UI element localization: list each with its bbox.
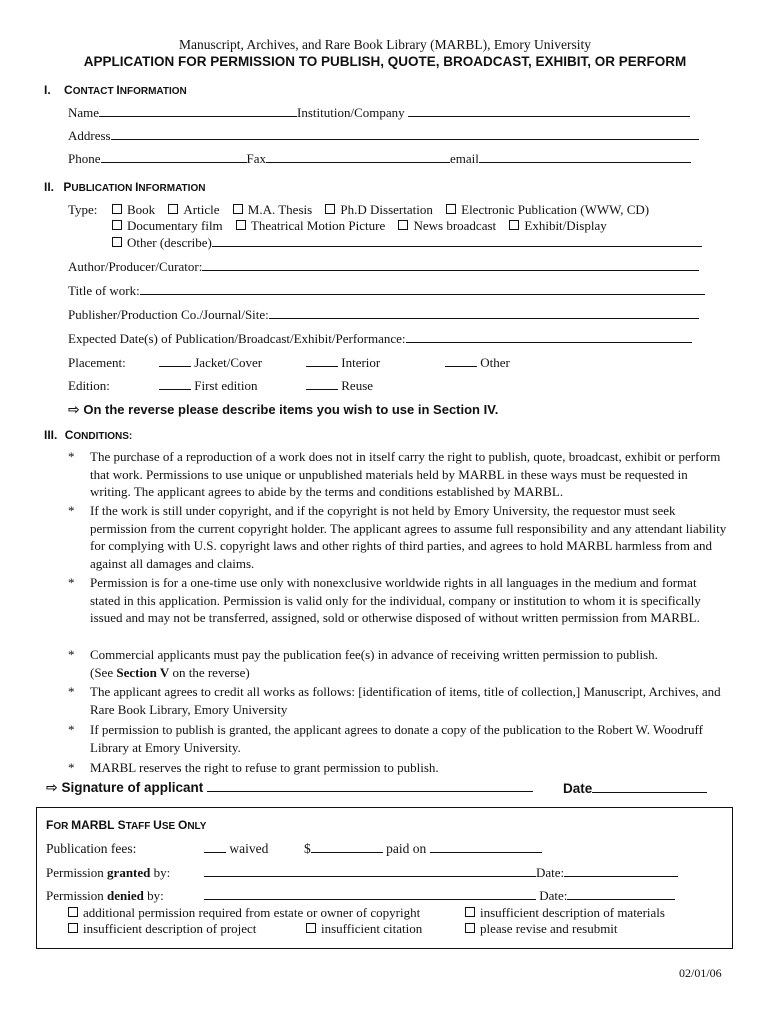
signature-label: Signature of applicant (61, 780, 204, 795)
reason-revise-resubmit[interactable] (465, 921, 618, 937)
heading-cap: P (63, 180, 72, 194)
checkbox[interactable] (168, 204, 178, 214)
section-ii-heading (44, 180, 205, 194)
type-option-phd[interactable] (325, 202, 432, 217)
placement-interior (306, 355, 380, 371)
address-row (68, 128, 699, 144)
heading-smallcaps: NFORMATION (138, 183, 206, 194)
checkbox[interactable] (306, 923, 316, 933)
staff-heading (46, 818, 206, 832)
denied-suffix: by: (143, 888, 164, 903)
edition-reuse-field[interactable] (306, 378, 338, 390)
option-label: Ph.D Dissertation (340, 202, 433, 217)
placement-label: Placement: (68, 355, 126, 370)
denied-label (46, 888, 164, 904)
checkbox[interactable] (398, 220, 408, 230)
heading-cap: F (46, 818, 54, 832)
form-date: 02/01/06 (679, 966, 722, 980)
fee-amount-field[interactable] (311, 841, 383, 853)
heading-cap: C (64, 83, 73, 97)
publisher-field[interactable] (269, 307, 699, 319)
placement-other (445, 355, 510, 371)
heading-smallcaps: ONDITIONS: (73, 431, 133, 442)
paid-on-field[interactable] (430, 841, 542, 853)
checkbox[interactable] (233, 204, 243, 214)
see-prefix: (See (90, 664, 117, 680)
reason-label: insufficient citation (321, 921, 423, 936)
see-section-v: Section V (116, 664, 170, 680)
option-label: Reuse (341, 378, 374, 393)
condition-text: Permission is for a one-time use only with nonexclusive worldwide rights in all languages in the medium and format stated in this application. Permission is valid only for the individual, company or institution to whom it is specifically issued and may not be transferred, assigned, sold or otherwise disposed of without written permission from MARBL. (90, 575, 701, 625)
fees-amount (304, 841, 542, 857)
option-label: M.A. Thesis (247, 202, 313, 217)
option-label: Other (480, 355, 510, 370)
publisher-label: Publisher/Production Co./Journal/Site: (68, 307, 269, 322)
type-option-exhibit[interactable] (509, 218, 606, 233)
checkbox[interactable] (465, 907, 475, 917)
type-option-documentary[interactable] (112, 218, 223, 233)
checkbox[interactable] (236, 220, 246, 230)
fees-waived (204, 841, 268, 857)
heading-smallcaps: TAFF (125, 821, 154, 832)
signature-row (46, 780, 533, 796)
signature-date-label: Date (563, 781, 593, 796)
name-row (68, 105, 690, 121)
condition-text-main: Commercial applicants must pay the publication fee(s) in advance of receiving written permission to publish. (90, 647, 658, 662)
option-label: Other (describe) (127, 235, 212, 250)
heading-cap: I (135, 180, 139, 194)
option-label: Article (183, 202, 220, 217)
phone-field[interactable] (101, 151, 247, 163)
granted-date-label: Date: (536, 865, 565, 880)
type-option-news[interactable] (398, 218, 496, 233)
granted-row (204, 865, 678, 881)
denied-prefix: Permission (46, 888, 108, 903)
bullet-star: * (68, 684, 75, 699)
signature-date-row (563, 781, 707, 796)
placement-jacket-field[interactable] (159, 355, 191, 367)
type-option-ma-thesis[interactable] (233, 202, 312, 217)
heading-cap: MARBL S (71, 818, 126, 832)
granted-label (46, 865, 170, 881)
checkbox[interactable] (465, 923, 475, 933)
option-label: Interior (341, 355, 381, 370)
heading-smallcaps: ONTACT (72, 86, 117, 97)
phone-label: Phone (68, 151, 101, 166)
checkbox[interactable] (112, 204, 122, 214)
bullet-star: * (68, 760, 75, 775)
reason-label: insufficient description of project (83, 921, 257, 936)
institution-field[interactable] (408, 105, 690, 117)
placement-interior-field[interactable] (306, 355, 338, 367)
heading-smallcaps: SE (161, 821, 178, 832)
granted-prefix: Permission (46, 865, 108, 880)
condition-text: If the work is still under copyright, and if the copyright is not held by Emory University, the requestor must seek permission from the current copyright holder. The applicant agrees to assume full responsibility and any attendant liability for complying with U.S. copyright laws and other rights of third parties, and agrees to hold MARBL harmless from and against all damages and claims. (90, 503, 727, 571)
institution-label: Institution/Company (297, 105, 405, 120)
bullet-star: * (68, 449, 75, 464)
placement-jacket (159, 355, 262, 371)
heading-smallcaps: NFORMATION (119, 86, 187, 97)
bullet-star: * (68, 503, 75, 518)
checkbox[interactable] (68, 907, 78, 917)
heading-smallcaps: NLY (187, 821, 207, 832)
fax-label: Fax (246, 151, 266, 166)
option-label: Jacket/Cover (194, 355, 263, 370)
type-option-theatrical[interactable] (236, 218, 385, 233)
checkbox[interactable] (112, 220, 122, 230)
type-option-electronic[interactable] (446, 202, 649, 217)
type-label: Type: (68, 202, 98, 217)
type-option-book[interactable] (112, 202, 155, 217)
address-label: Address (68, 128, 111, 143)
waived-field[interactable] (204, 841, 226, 853)
heading-smallcaps: OR (53, 821, 72, 832)
reason-label: insufficient description of materials (480, 905, 665, 920)
other-describe-field[interactable] (212, 235, 702, 247)
publisher-row (68, 307, 699, 323)
fax-field[interactable] (266, 151, 450, 163)
type-row-2 (112, 218, 607, 234)
section-i-heading (44, 83, 187, 97)
condition-text: If permission to publish is granted, the applicant agrees to donate a copy of the publication to the Robert W. Woodruff Library at Emory University. (90, 722, 703, 755)
checkbox[interactable] (112, 237, 122, 247)
waived-label: waived (229, 841, 269, 856)
heading-cap: O (177, 818, 188, 832)
form-title: APPLICATION FOR PERMISSION TO PUBLISH, QUOTE, BROADCAST, EXHIBIT, OR PERFORM (83, 54, 687, 69)
option-label: News broadcast (413, 218, 497, 233)
email-label: email (450, 151, 479, 166)
condition-text: The applicant agrees to credit all works as follows: [identification of items, title of collection,] Manuscript, Archives, and Rare Book Library, Emory University (90, 684, 721, 717)
arrow-right-icon: ⇨ (68, 402, 80, 418)
heading-smallcaps: UBLICATION (71, 183, 136, 194)
reason-label: please revise and resubmit (480, 921, 618, 936)
type-option-article[interactable] (168, 202, 219, 217)
checkbox[interactable] (325, 204, 335, 214)
option-label: Theatrical Motion Picture (250, 218, 386, 233)
reason-insufficient-citation[interactable] (306, 921, 422, 937)
institution-name: Manuscript, Archives, and Rare Book Library (MARBL), Emory University (178, 37, 592, 52)
reason-label: additional permission required from estate or owner of copyright (83, 905, 421, 920)
see-suffix: on the reverse) (169, 664, 250, 680)
reverse-note-text: On the reverse please describe items you wish to use in Section IV. (83, 402, 499, 417)
option-label: Documentary film (127, 218, 223, 233)
name-label: Name (68, 105, 100, 120)
author-row (68, 259, 699, 275)
signature-date-field[interactable] (592, 781, 707, 793)
checkbox[interactable] (509, 220, 519, 230)
section-iii-heading (44, 428, 132, 442)
bullet-star: * (68, 647, 75, 662)
condition-text: The purchase of a reproduction of a work does not in itself carry the right to publish, quote, broadcast, exhibit or perform that work. Permissions to use unique or unpublished materials held by MARBL in these ways must be requested in writing. The applicant agrees to abide by the terms and conditions established by MARBL. (90, 449, 721, 499)
edition-label: Edition: (68, 378, 110, 393)
option-label: Electronic Publication (WWW, CD) (461, 202, 650, 217)
bullet-star: * (68, 575, 75, 590)
edition-first-field[interactable] (159, 378, 191, 390)
option-label: Book (127, 202, 156, 217)
address-field[interactable] (111, 128, 699, 140)
type-option-other[interactable] (112, 235, 212, 250)
section-numeral: I. (44, 83, 51, 97)
dollar-sign: $ (304, 841, 311, 856)
checkbox[interactable] (446, 204, 456, 214)
edition-first (159, 378, 257, 394)
checkbox[interactable] (68, 923, 78, 933)
denied-date-field[interactable] (567, 888, 675, 900)
reason-insufficient-project[interactable] (68, 921, 256, 937)
signature-field[interactable] (207, 780, 533, 792)
type-row-3 (112, 235, 702, 251)
granted-suffix: by: (150, 865, 171, 880)
denied-by-field[interactable] (204, 888, 536, 900)
heading-cap: C (64, 428, 74, 442)
reason-insufficient-materials[interactable] (465, 905, 665, 921)
heading-cap: I (116, 83, 120, 97)
title-label: Title of work: (68, 283, 140, 298)
author-field[interactable] (202, 259, 699, 271)
author-label: Author/Producer/Curator: (68, 259, 203, 274)
section-numeral: III. (44, 428, 58, 442)
fees-label: Publication fees: (46, 841, 137, 856)
granted-by-field[interactable] (204, 865, 536, 877)
reason-additional-permission[interactable] (68, 905, 420, 921)
bullet-star: * (68, 722, 75, 737)
name-field[interactable] (99, 105, 297, 117)
heading-cap: U (153, 818, 162, 832)
dates-field[interactable] (406, 331, 692, 343)
section-numeral: II. (44, 180, 55, 194)
option-label: First edition (194, 378, 258, 393)
granted-bold: granted (107, 865, 151, 880)
granted-date-field[interactable] (564, 865, 678, 877)
denied-row (204, 888, 675, 904)
denied-date-label: Date: (539, 888, 568, 903)
condition-text: MARBL reserves the right to refuse to grant permission to publish. (90, 760, 439, 775)
dates-row (68, 331, 692, 347)
phone-row (68, 151, 691, 167)
type-row-1 (112, 202, 649, 218)
arrow-right-icon: ⇨ (46, 780, 58, 796)
title-field[interactable] (140, 283, 705, 295)
option-label: Exhibit/Display (524, 218, 607, 233)
dates-label: Expected Date(s) of Publication/Broadcast/Exhibit/Performance: (68, 331, 406, 346)
title-row (68, 283, 705, 299)
edition-reuse (306, 378, 373, 394)
email-field[interactable] (479, 151, 691, 163)
reverse-note (68, 402, 498, 418)
placement-other-field[interactable] (445, 355, 477, 367)
denied-bold: denied (107, 888, 144, 903)
condition-text (90, 646, 728, 681)
paid-on-label: paid on (386, 841, 427, 856)
